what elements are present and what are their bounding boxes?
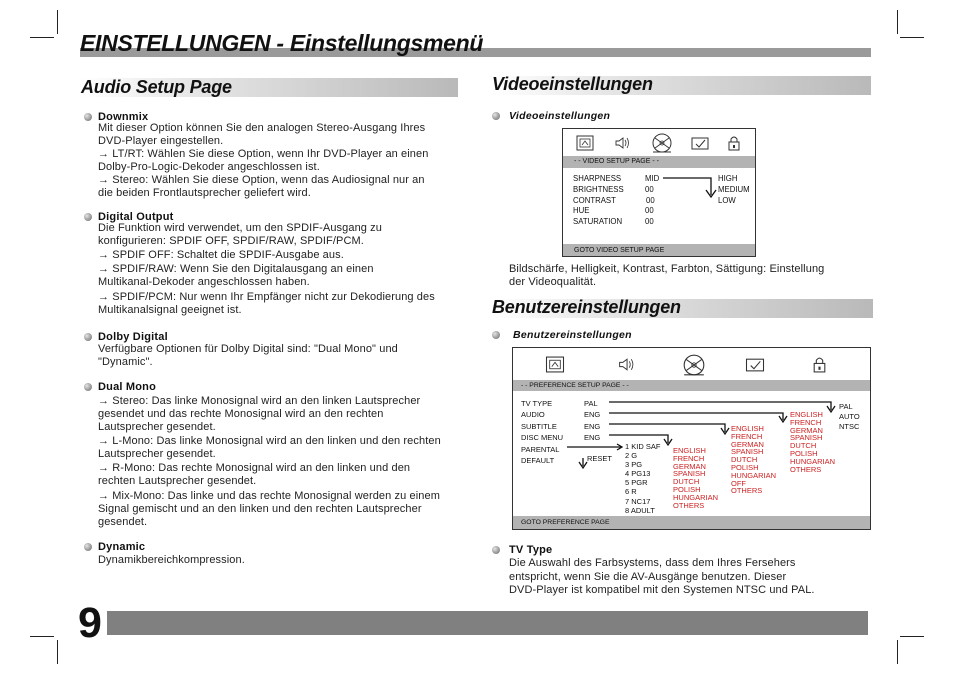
video-setup-screen [562, 128, 756, 257]
preference-caption: Benutzereinstellungen [513, 329, 632, 341]
page-number: 9 [78, 599, 100, 647]
audio-section-title: Audio Setup Page [81, 77, 232, 97]
item-text: Dynamikbereichkompression. [98, 554, 245, 566]
speaker-icon [613, 135, 631, 151]
bullet-icon [492, 112, 500, 120]
video-labels: SHARPNESS BRIGHTNESS CONTRAST HUE SATURATION [573, 174, 624, 227]
video-caption: Videoeinstellungen [509, 110, 611, 122]
footer-bar [107, 611, 868, 635]
crop-mark [57, 10, 58, 34]
bullet-icon [492, 546, 500, 554]
screen-header-bar: - - VIDEO SETUP PAGE - - [563, 156, 755, 168]
disc-menu-languages: ENGLISH FRENCH GERMAN SPANISH DUTCH POLISH HUNGARIAN OTHERS [673, 446, 719, 510]
item-text: → Stereo: Das linke Monosignal wird an den linken Lautsprecher gesendet und das rechte Monosignal wird an den rechten Lautsprecher gesendet. → L-Mono: Das linke Monosignal wird an den linken und den rechten Lautsprecher gesendet. → R-Mono: Das rechte Monosignal wird an den linken und den rechten Lautsprecher gesendet. → Mix-Mono: Das linke und das rechte Monosignal werden zu einem Signal gemischt und an den linken und den rechten Lautsprecher gesendet. [98, 395, 441, 528]
preference-labels: TV TYPE AUDIO SUBTITLE DISC MENU PARENTAL DEFAULT [521, 399, 564, 466]
crop-mark [900, 636, 924, 637]
bullet-icon [84, 543, 92, 551]
bullet-icon [84, 383, 92, 391]
item-title: Dual Mono [98, 381, 157, 393]
bullet-icon [84, 333, 92, 341]
video-section-title: Videoeinstellungen [492, 74, 653, 94]
crop-mark [57, 640, 58, 664]
item-text: Die Auswahl des Farbsystems, dass dem Ihres Fersehers entspricht, wenn Sie die AV-Ausgänge benutzen. Dieser DVD-Player ist kompatibel mit den Systemen NTSC und PAL. [509, 557, 815, 596]
item-title: TV Type [509, 544, 553, 556]
item-text: Mit dieser Option können Sie den analogen Stereo-Ausgang Ihres DVD-Player eingestellen. → LT/RT: Wählen Sie diese Option, wenn Ihr DVD-Player an einen Dolby-Pro-Logic-Dekoder angeschlossen ist. → Stereo: Wählen Sie diese Option, wenn das Audiosignal nur an die beiden Frontlautsprecher geliefert wird. [98, 122, 429, 199]
item-text: Verfügbare Optionen für Dolby Digital sind: "Dual Mono" und "Dynamic". [98, 343, 398, 368]
item-title: Dolby Digital [98, 331, 168, 343]
crop-mark [900, 37, 924, 38]
sharpness-options: HIGH MEDIUM LOW [718, 174, 750, 205]
screen-header-bar: - - PREFERENCE SETUP PAGE - - [513, 380, 870, 391]
subtitle-languages: ENGLISH FRENCH GERMAN SPANISH DUTCH POLISH HUNGARIAN OFF OTHERS [731, 424, 777, 496]
crop-mark [897, 640, 898, 664]
lock-icon [727, 135, 741, 151]
general-setup-icon [576, 135, 594, 151]
item-title: Downmix [98, 111, 149, 123]
screen-footer-bar: GOTO VIDEO SETUP PAGE [563, 244, 755, 257]
item-text: Die Funktion wird verwendet, um den SPDIF-Ausgang zu konfigurieren: SPDIF OFF, SPDIF/RAW, SPDIF/PCM. → SPDIF OFF: Schaltet die SPDIF-Ausgabe aus. → SPDIF/RAW: Wenn Sie den Digitalausgang an einen Multikanal-Dekoder angeschlossen haben. → SPDIF/PCM: Nur wenn Ihr Empfänger nicht zur Dekodierung des Multikanalsignal geeignet ist. [98, 222, 435, 316]
audio-languages: ENGLISH FRENCH GERMAN SPANISH DUTCH POLISH HUNGARIAN OTHERS [790, 410, 836, 474]
bullet-icon [84, 213, 92, 221]
video-film-icon [651, 132, 673, 154]
crop-mark [30, 37, 54, 38]
item-title: Digital Output [98, 211, 174, 223]
video-values: MID 00 00 00 00 [645, 174, 660, 227]
page-title: EINSTELLUNGEN - Einstellungsmenü [80, 30, 484, 56]
crop-mark [897, 10, 898, 34]
crop-mark [30, 636, 54, 637]
preference-icon [690, 135, 710, 151]
arrow-icon [663, 175, 723, 201]
video-description: Bildschärfe, Helligkeit, Kontrast, Farbton, Sättigung: Einstellung der Videoqualität. [509, 263, 825, 288]
bullet-icon [492, 331, 500, 339]
preference-setup-screen [512, 347, 871, 530]
screen-footer-bar: GOTO PREFERENCE PAGE [513, 516, 870, 530]
default-reset-value: RESET [587, 454, 613, 463]
item-title: Dynamic [98, 541, 146, 553]
preference-section-title: Benutzereinstellungen [492, 297, 681, 317]
parental-options: 1 KID SAF 2 G 3 PG 4 PG13 5 PGR 6 R 7 NC17 8 ADULT [625, 442, 661, 515]
preference-values: PAL ENG ENG ENG [584, 399, 601, 443]
tv-type-options: PAL AUTO NTSC [839, 402, 860, 432]
bullet-icon [84, 113, 92, 121]
